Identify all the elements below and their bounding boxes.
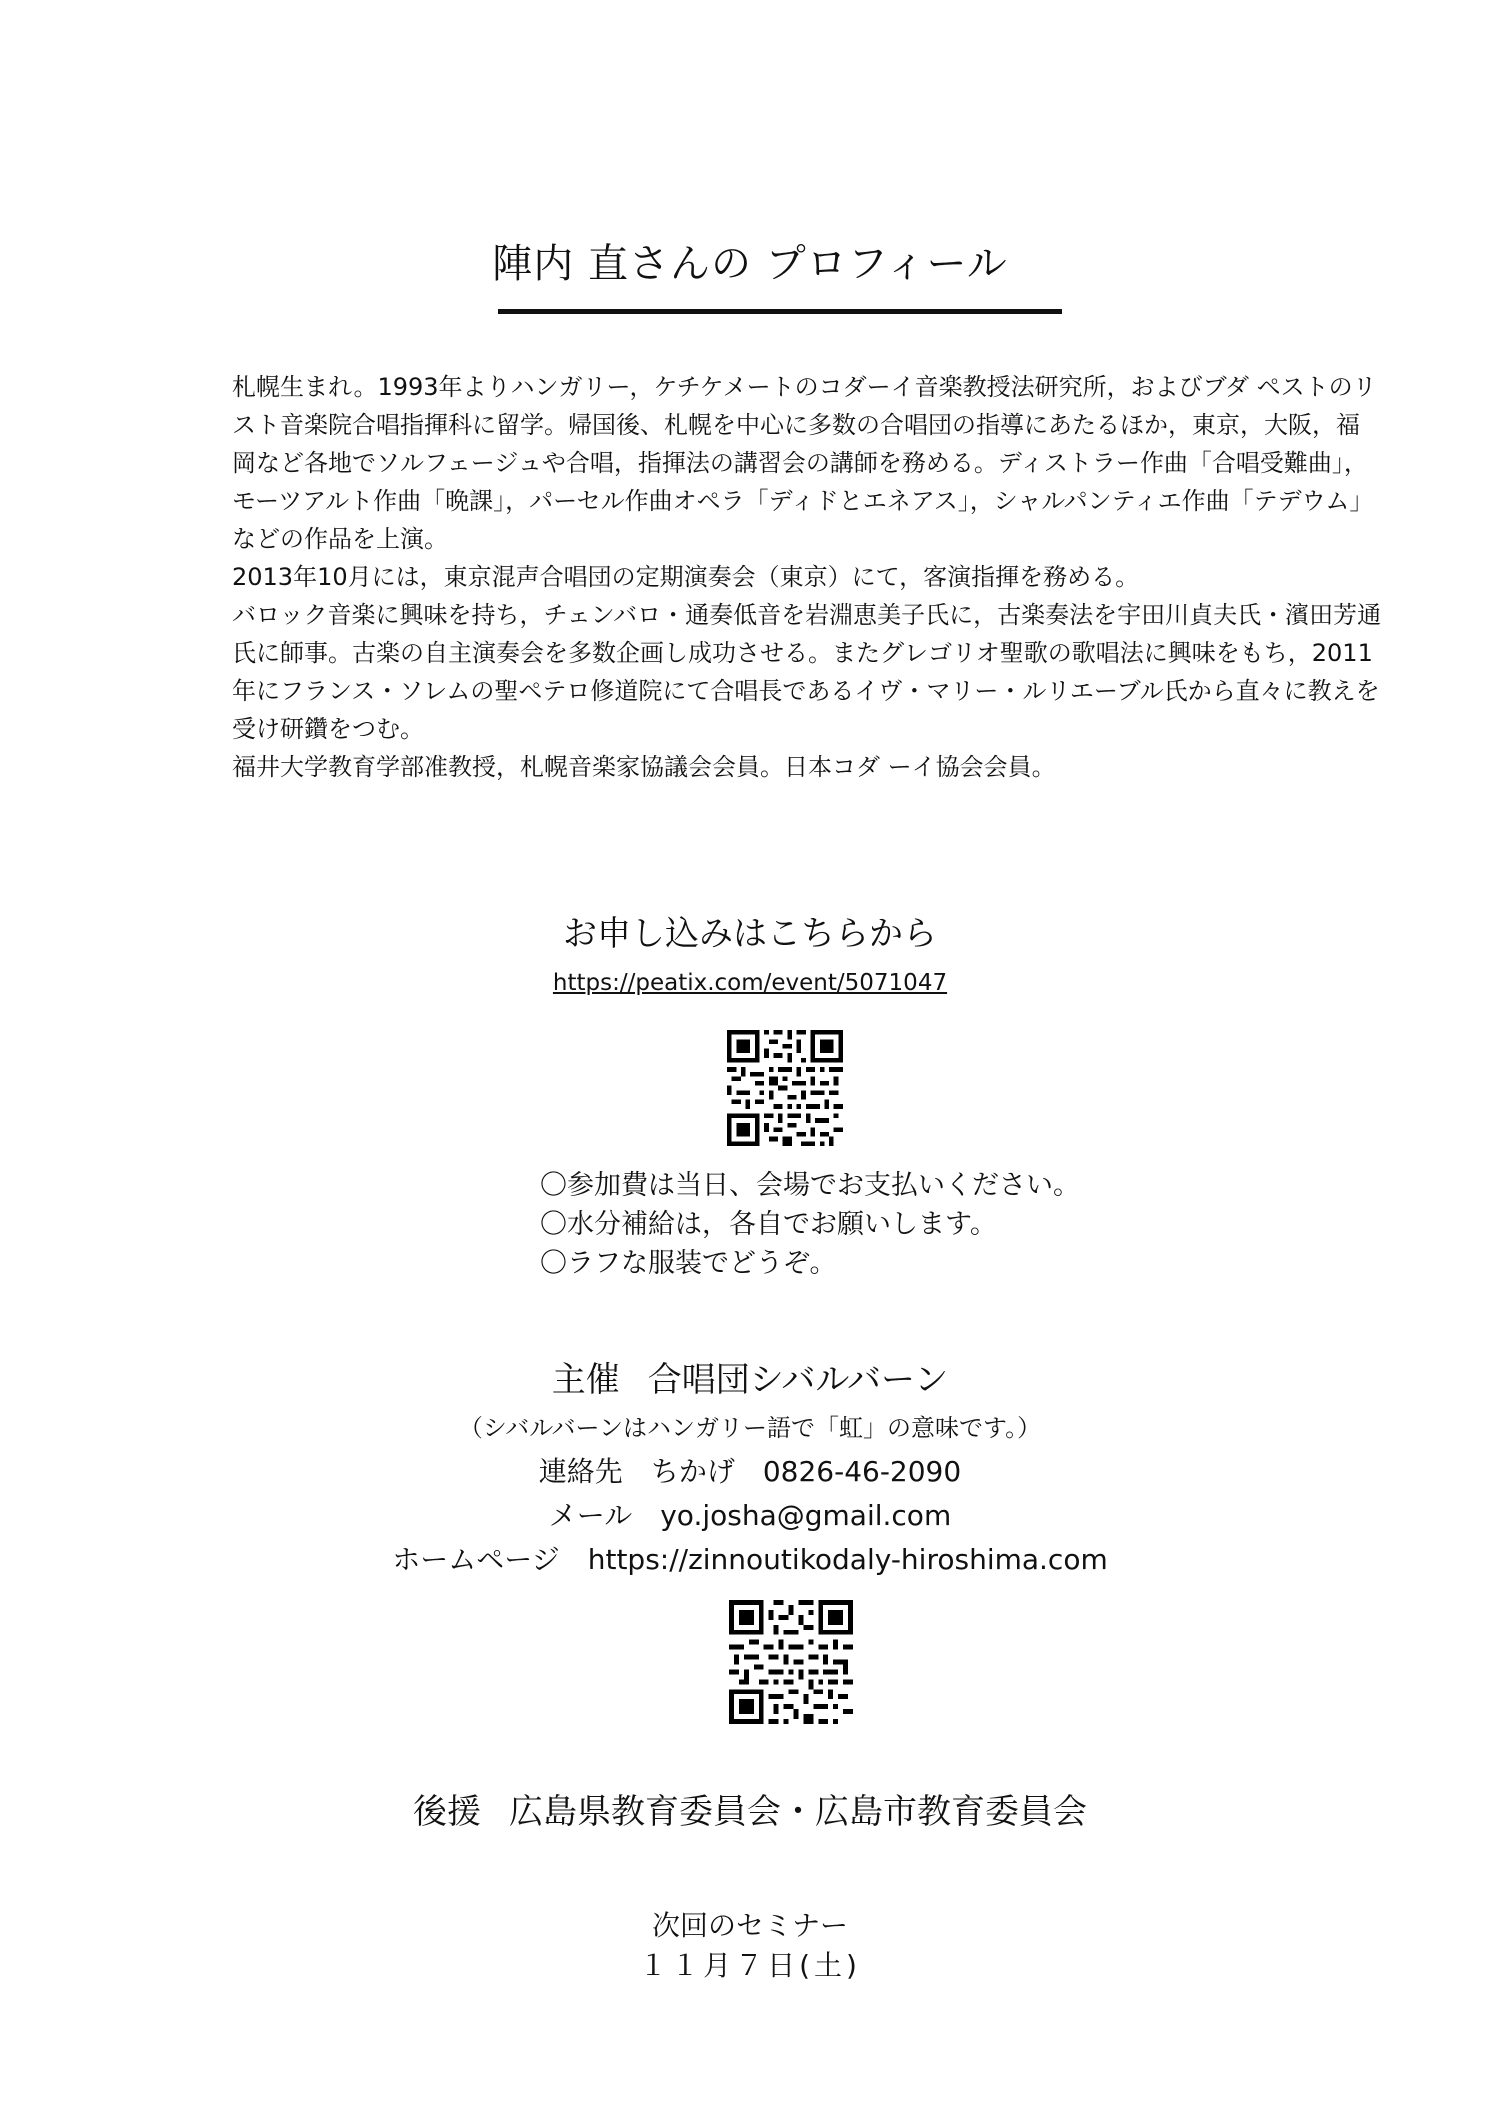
support-label: 後援 — [413, 1792, 481, 1832]
email-line — [0, 1494, 1500, 1534]
bio-paragraph: 福井大学教育学部准教授，札幌音楽家協議会会員。日本コダ ーイ協会会員。 — [232, 753, 1056, 781]
apply-qr-code[interactable] — [727, 1030, 843, 1146]
profile-bio — [232, 368, 1382, 786]
email-label: メール — [548, 1499, 633, 1532]
note-clothing: 〇ラフな服装でどうぞ。 — [540, 1248, 837, 1279]
qr-code-graphic — [729, 1600, 853, 1724]
contact-label: 連絡先 — [538, 1455, 623, 1488]
bio-paragraph: バロック音楽に興味を持ち，チェンバロ・通奏低音を岩淵恵美子氏に，古楽奏法を宇田川貞夫氏・濱田芳通氏に師事。古楽の自主演奏会を多数企画し成功させる。またグレゴリオ聖歌の歌唱法に興味をもち，2011年にフランス・ソレムの聖ペテロ修道院にて合唱長であるイヴ・マリー・ルリエーブル氏から直々に教えを受け研鑽をつむ。 — [232, 601, 1382, 743]
title-underline — [498, 309, 1062, 314]
bio-paragraph: 札幌生まれ。1993年よりハンガリー，ケチケメートのコダーイ音楽教授法研究所，およびブダ ペストのリスト音楽院合唱指揮科に留学。帰国後、札幌を中心に多数の合唱団の指導にあたるほか，東京，大阪，福岡など各地でソルフェージュや合唱，指揮法の講習会の講師を務める。ディストラー作曲「合唱受難曲」，モーツアルト作曲「晩課」，パーセル作曲オペラ「ディドとエネアス」，シャルパンティエ作曲「テデウム」などの作品を上演。 — [232, 373, 1377, 553]
email-address[interactable]: yo.josha@gmail.com — [660, 1499, 952, 1532]
homepage-line — [0, 1538, 1500, 1578]
contact-phone[interactable]: 0826-46-2090 — [762, 1455, 962, 1488]
support-orgs: 広島県教育委員会・広島市教育委員会 — [509, 1792, 1087, 1832]
apply-heading: お申し込みはこちらから — [563, 914, 937, 954]
homepage-label: ホームページ — [392, 1543, 560, 1576]
apply-link[interactable]: https://peatix.com/event/5071047 — [552, 970, 948, 996]
notes-list — [540, 1166, 1240, 1283]
support-line — [0, 1784, 1500, 1833]
homepage-url[interactable]: https://zinnoutikodaly-hiroshima.com — [587, 1543, 1108, 1576]
note-fee: 〇参加費は当日、会場でお支払いください。 — [540, 1170, 1080, 1201]
note-water: 〇水分補給は，各自でお願いします。 — [540, 1209, 997, 1240]
organizer-name: 合唱団シバルバーン — [647, 1360, 949, 1400]
next-seminar-label: 次回のセミナー — [651, 1909, 848, 1942]
bio-paragraph: 2013年10月には，東京混声合唱団の定期演奏会（東京）にて，客演指揮を務める。 — [232, 563, 1140, 591]
apply-link-row — [0, 970, 1500, 996]
contact-line — [0, 1450, 1500, 1490]
organizer-label: 主催 — [551, 1360, 620, 1400]
organizer-note: （シバルバーンはハンガリー語で「虹」の意味です。） — [458, 1414, 1042, 1442]
contact-name: ちかげ — [650, 1455, 735, 1488]
qr-code-graphic — [727, 1030, 843, 1146]
page-title: 陣内 直さんの プロフィール — [492, 241, 1008, 287]
organizer-line — [0, 1352, 1500, 1401]
homepage-qr-code[interactable] — [729, 1600, 853, 1724]
next-seminar-date: １１月７日(土) — [639, 1949, 861, 1982]
